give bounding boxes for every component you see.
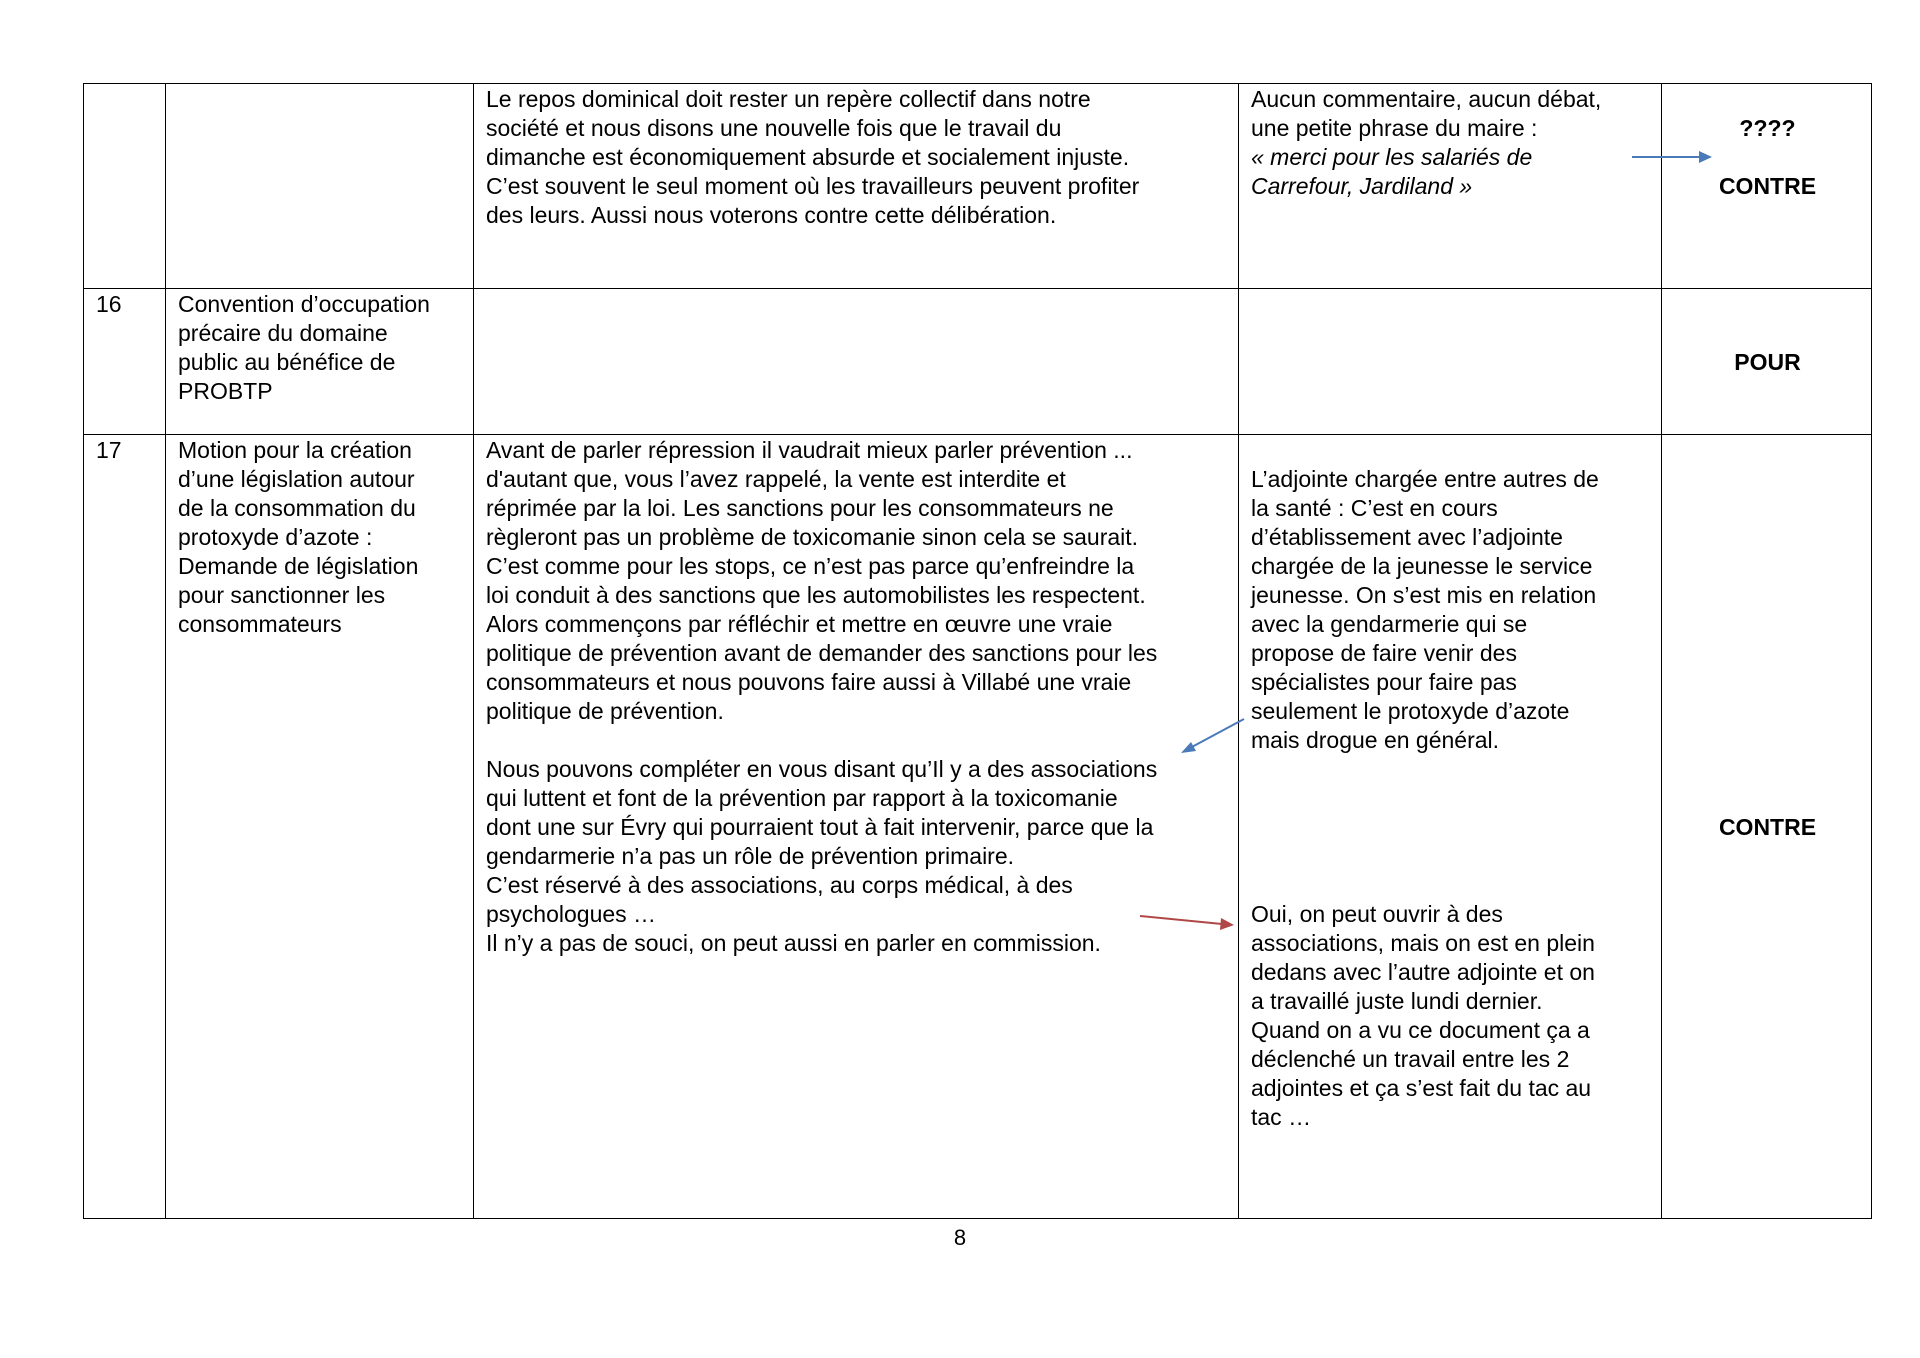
table-row <box>84 289 1872 435</box>
text-line: Alors commençons par réfléchir et mettre en œuvre une vraie <box>486 611 1113 637</box>
text-line: Il n’y a pas de souci, on peut aussi en parler en commission. <box>486 930 1101 956</box>
vote-question: ???? <box>1739 115 1796 141</box>
subject-cell <box>166 289 474 435</box>
vote-result: CONTRE <box>1718 814 1817 840</box>
text-line: précaire du domaine <box>178 320 388 346</box>
vote-cell <box>1662 84 1872 289</box>
text-line: seulement le protoxyde d’azote <box>1251 698 1570 724</box>
text-line: Avant de parler répression il vaudrait mieux parler prévention ... <box>486 437 1133 463</box>
text-line: Aucun commentaire, aucun débat, <box>1251 86 1602 112</box>
text-line: gendarmerie n’a pas un rôle de prévention primaire. <box>486 843 1015 869</box>
text-line: jeunesse. On s’est mis en relation <box>1251 582 1597 608</box>
vote-result: POUR <box>1734 349 1801 375</box>
response-cell <box>1239 435 1662 1219</box>
table-row <box>84 435 1872 1219</box>
text-line: spécialistes pour faire pas <box>1251 669 1517 695</box>
text-line: C’est souvent le seul moment où les travailleurs peuvent profiter <box>486 173 1140 199</box>
text-line: d’établissement avec l’adjointe <box>1251 524 1563 550</box>
text-line: tac … <box>1251 1104 1312 1130</box>
subject-cell <box>166 84 474 289</box>
text-line: PROBTP <box>178 378 273 404</box>
text-line: psychologues … <box>486 901 657 927</box>
intervention-cell <box>474 435 1239 1219</box>
deliberation-table <box>83 83 1872 1219</box>
vote-cell <box>1662 435 1872 1219</box>
text-line: protoxyde d’azote : <box>178 524 373 550</box>
text-line: la santé : C’est en cours <box>1251 495 1498 521</box>
text-line: C’est réservé à des associations, au corps médical, à des <box>486 872 1073 898</box>
text-line: consommateurs <box>178 611 342 637</box>
vote-result: CONTRE <box>1718 173 1817 199</box>
text-line: d’une législation autour <box>178 466 415 492</box>
subject-cell <box>166 435 474 1219</box>
text-line: adjointes et ça s’est fait du tac au <box>1251 1075 1592 1101</box>
text-line: politique de prévention. <box>486 698 724 724</box>
quote-line: Carrefour, Jardiland » <box>1251 173 1473 199</box>
text-line: Oui, on peut ouvrir à des <box>1251 901 1503 927</box>
text-line: dimanche est économiquement absurde et socialement injuste. <box>486 144 1130 170</box>
text-line: chargée de la jeunesse le service <box>1251 553 1593 579</box>
row-number: 17 <box>84 435 166 1219</box>
text-line: une petite phrase du maire : <box>1251 115 1538 141</box>
row-number <box>84 84 166 289</box>
text-line: dont une sur Évry qui pourraient tout à fait intervenir, parce que la <box>486 814 1154 840</box>
text-line: Le repos dominical doit rester un repère collectif dans notre <box>486 86 1091 112</box>
text-line: qui luttent et font de la prévention par rapport à la toxicomanie <box>486 785 1118 811</box>
text-line: des leurs. Aussi nous voterons contre cette délibération. <box>486 202 1057 228</box>
text-line: associations, mais on est en plein <box>1251 930 1595 956</box>
text-line: société et nous disons une nouvelle fois que le travail du <box>486 115 1062 141</box>
response-cell <box>1239 84 1662 289</box>
text-line: mais drogue en général. <box>1251 727 1500 753</box>
text-line: de la consommation du <box>178 495 416 521</box>
page-number: 8 <box>953 1225 967 1250</box>
row-number: 16 <box>84 289 166 435</box>
text-line: consommateurs et nous pouvons faire aussi à Villabé une vraie <box>486 669 1132 695</box>
intervention-cell <box>474 84 1239 289</box>
text-line: public au bénéfice de <box>178 349 396 375</box>
text-line: Quand on a vu ce document ça a <box>1251 1017 1590 1043</box>
text-line: propose de faire venir des <box>1251 640 1517 666</box>
table-row <box>84 84 1872 289</box>
text-line: loi conduit à des sanctions que les automobilistes les respectent. <box>486 582 1146 608</box>
text-line: Convention d’occupation <box>178 291 430 317</box>
text-line: déclenché un travail entre les 2 <box>1251 1046 1570 1072</box>
text-line: Demande de législation <box>178 553 419 579</box>
response-cell <box>1239 289 1662 435</box>
text-line: politique de prévention avant de demander des sanctions pour les <box>486 640 1158 666</box>
text-line: Motion pour la création <box>178 437 412 463</box>
text-line: Nous pouvons compléter en vous disant qu’Il y a des associations <box>486 756 1158 782</box>
vote-cell <box>1662 289 1872 435</box>
text-line: avec la gendarmerie qui se <box>1251 611 1528 637</box>
text-line: réprimée par la loi. Les sanctions pour les consommateurs ne <box>486 495 1114 521</box>
text-line: a travaillé juste lundi dernier. <box>1251 988 1543 1014</box>
text-line: d'autant que, vous l’avez rappelé, la vente est interdite et <box>486 466 1066 492</box>
text-line: L’adjointe chargée entre autres de <box>1251 466 1599 492</box>
quote-line: « merci pour les salariés de <box>1251 144 1533 170</box>
text-line: règleront pas un problème de toxicomanie sinon cela se saurait. <box>486 524 1139 550</box>
text-line: C’est comme pour les stops, ce n’est pas parce qu’enfreindre la <box>486 553 1135 579</box>
intervention-cell <box>474 289 1239 435</box>
text-line: pour sanctionner les <box>178 582 386 608</box>
text-line: dedans avec l’autre adjointe et on <box>1251 959 1595 985</box>
